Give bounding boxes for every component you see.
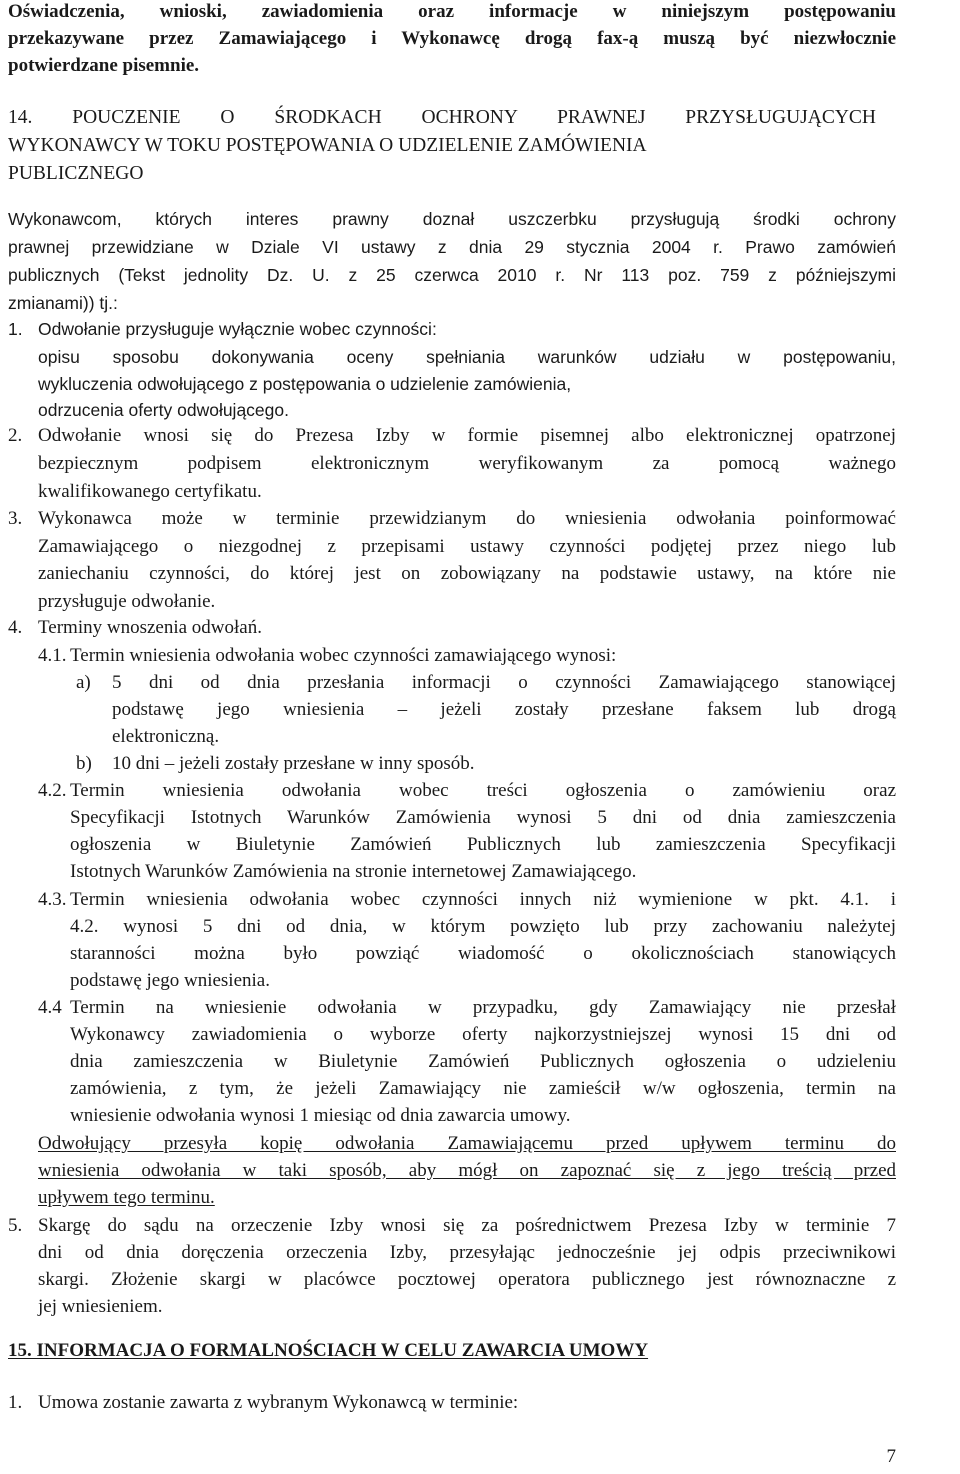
- page-number: 7: [886, 1446, 896, 1467]
- point-1-line-4: odrzucenia oferty odwołującego.: [38, 400, 289, 420]
- section-14-title-line-1: 14. POUCZENIE O ŚRODKACH OCHRONY PRAWNEJ PRZYSŁUGUJĄCYCH: [8, 107, 876, 128]
- point-4-3-line-3: staranności można było powziąć wiadomość o okolicznościach stanowiących: [70, 943, 896, 964]
- point-4-1-number: 4.1.: [38, 645, 67, 666]
- point-4-3-number: 4.3.: [38, 889, 67, 910]
- section-14-intro-line-2: prawnej przewidziane w Dziale VI ustawy z dnia 29 stycznia 2004 r. Prawo zamówień: [8, 237, 896, 257]
- point-4-2-line-3: ogłoszenia w Biuletynie Zamówień Publicznych lub zamieszczenia Specyfikacji: [70, 834, 896, 855]
- intro-line-1: Oświadczenia, wnioski, zawiadomienia oraz informacje w niniejszym postępowaniu: [8, 1, 896, 22]
- point-4-1-b-text: 10 dni – jeżeli zostały przesłane w inny sposób.: [112, 753, 475, 774]
- point-3-line-4: przysługuje odwołanie.: [38, 591, 216, 612]
- underlined-line-1: Odwołujący przesyła kopię odwołania Zamawiającemu przed upływem terminu do: [38, 1133, 896, 1154]
- point-2-line-1: Odwołanie wnosi się do Prezesa Izby w formie pisemnej albo elektronicznej opatrzonej: [38, 425, 896, 446]
- section-15-title: 15. INFORMACJA O FORMALNOŚCIACH W CELU ZAWARCIA UMOWY: [8, 1340, 649, 1361]
- point-4-2-line-2: Specyfikacji Istotnych Warunków Zamówienia wynosi 5 dni od dnia zamieszczenia: [70, 807, 896, 828]
- point-4-3-line-4: podstawę jego wniesienia.: [70, 970, 270, 991]
- underlined-line-2: wniesienia odwołania w taki sposób, aby mógł on zapoznać się z jego treścią przed: [38, 1160, 896, 1181]
- intro-line-2: przekazywane przez Zamawiającego i Wykonawcę drogą fax-ą muszą być niezwłocznie: [8, 28, 896, 49]
- intro-line-3: potwierdzane pisemnie.: [8, 55, 200, 76]
- point-4-4-line-5: wniesienie odwołania wynosi 1 miesiąc od dnia zawarcia umowy.: [70, 1105, 571, 1126]
- point-5-line-1: Skargę do sądu na orzeczenie Izby wnosi się za pośrednictwem Prezesa Izby w terminie 7: [38, 1215, 896, 1236]
- point-2-number: 2.: [8, 425, 23, 446]
- point-3-line-2: Zamawiającego o niezgodnej z przepisami ustawy czynności podjętej przez niego lub: [38, 536, 896, 557]
- point-5-line-3: skargi. Złożenie skargi w placówce pocztowej operatora publicznego jest równoznaczne z: [38, 1269, 896, 1290]
- section-14-intro-line-1: Wykonawcom, których interes prawny doznał uszczerbku przysługują środki ochrony: [8, 209, 896, 229]
- point-1-number: 1.: [8, 319, 23, 339]
- point-2-line-2: bezpiecznym podpisem elektronicznym weryfikowanym za pomocą ważnego: [38, 453, 896, 474]
- point-2-line-3: kwalifikowanego certyfikatu.: [38, 481, 262, 502]
- section-14-intro-line-4: zmianami)) tj.:: [8, 293, 118, 313]
- section-15-item-1-number: 1.: [8, 1392, 23, 1413]
- point-4-4-line-3: dnia zamieszczenia w Biuletynie Zamówień Publicznych ogłoszenia o udzieleniu: [70, 1051, 896, 1072]
- point-4-4-line-4: zamówienia, z tym, że jeżeli Zamawiający nie zamieścił w/w ogłoszenia, termin na: [70, 1078, 896, 1099]
- point-4-1-a-line-2: podstawę jego wniesienia – jeżeli zostały przesłane faksem lub drogą: [112, 699, 896, 720]
- point-1-line-3: wykluczenia odwołującego z postępowania o udzielenie zamówienia,: [38, 374, 572, 394]
- point-4-1-a-line-1: 5 dni od dnia przesłania informacji o czynności Zamawiającego stanowiącej: [112, 672, 896, 693]
- point-5-line-4: jej wniesieniem.: [38, 1296, 163, 1317]
- point-4-2-line-4: Istotnych Warunków Zamówienia na stronie internetowej Zamawiającego.: [70, 861, 637, 882]
- point-4-2-number: 4.2.: [38, 780, 67, 801]
- point-4-1-a-line-3: elektroniczną.: [112, 726, 220, 747]
- point-4-4-number: 4.4: [38, 997, 62, 1018]
- section-14-intro-line-3: publicznych (Tekst jednolity Dz. U. z 25 czerwca 2010 r. Nr 113 poz. 759 z późniejszymi: [8, 265, 896, 285]
- point-4-4-line-2: Wykonawcy zawiadomienia o wyborze oferty najkorzystniejszej wynosi 15 dni od: [70, 1024, 896, 1045]
- point-3-line-1: Wykonawca może w terminie przewidzianym do wniesienia odwołania poinformować: [38, 508, 896, 529]
- section-14-title-line-2: WYKONAWCY W TOKU POSTĘPOWANIA O UDZIELENIE ZAMÓWIENIA: [8, 135, 647, 156]
- point-4-1-b-label: b): [76, 753, 92, 774]
- point-4-2-line-1: Termin wniesienia odwołania wobec treści ogłoszenia o zamówieniu oraz: [70, 780, 896, 801]
- point-4-number: 4.: [8, 617, 23, 638]
- point-4-3-line-2: 4.2. wynosi 5 dni od dnia, w którym powzięto lub przy zachowaniu należytej: [70, 916, 896, 937]
- point-5-line-2: dni od dnia doręczenia orzeczenia Izby, przesyłając jednocześnie jej odpis przeciwnikowi: [38, 1242, 896, 1263]
- point-4-4-line-1: Termin na wniesienie odwołania w przypadku, gdy Zamawiający nie przesłał: [70, 997, 896, 1018]
- point-3-line-3: zaniechaniu czynności, do której jest on zobowiązany na podstawie ustawy, na które nie: [38, 563, 896, 584]
- point-4-text: Terminy wnoszenia odwołań.: [38, 617, 262, 638]
- section-15-item-1-text: Umowa zostanie zawarta z wybranym Wykonawcą w terminie:: [38, 1392, 519, 1413]
- point-1-line-2: opisu sposobu dokonywania oceny spełniania warunków udziału w postępowaniu,: [38, 347, 896, 367]
- point-1-line-1: Odwołanie przysługuje wyłącznie wobec czynności:: [38, 319, 437, 339]
- point-4-1-text: Termin wniesienia odwołania wobec czynności zamawiającego wynosi:: [70, 645, 617, 666]
- point-4-1-a-label: a): [76, 672, 91, 693]
- underlined-line-3: upływem tego terminu.: [38, 1187, 215, 1208]
- point-4-3-line-1: Termin wniesienia odwołania wobec czynności innych niż wymienione w pkt. 4.1. i: [70, 889, 896, 910]
- point-5-number: 5.: [8, 1215, 23, 1236]
- section-14-title-line-3: PUBLICZNEGO: [8, 163, 144, 184]
- point-3-number: 3.: [8, 508, 23, 529]
